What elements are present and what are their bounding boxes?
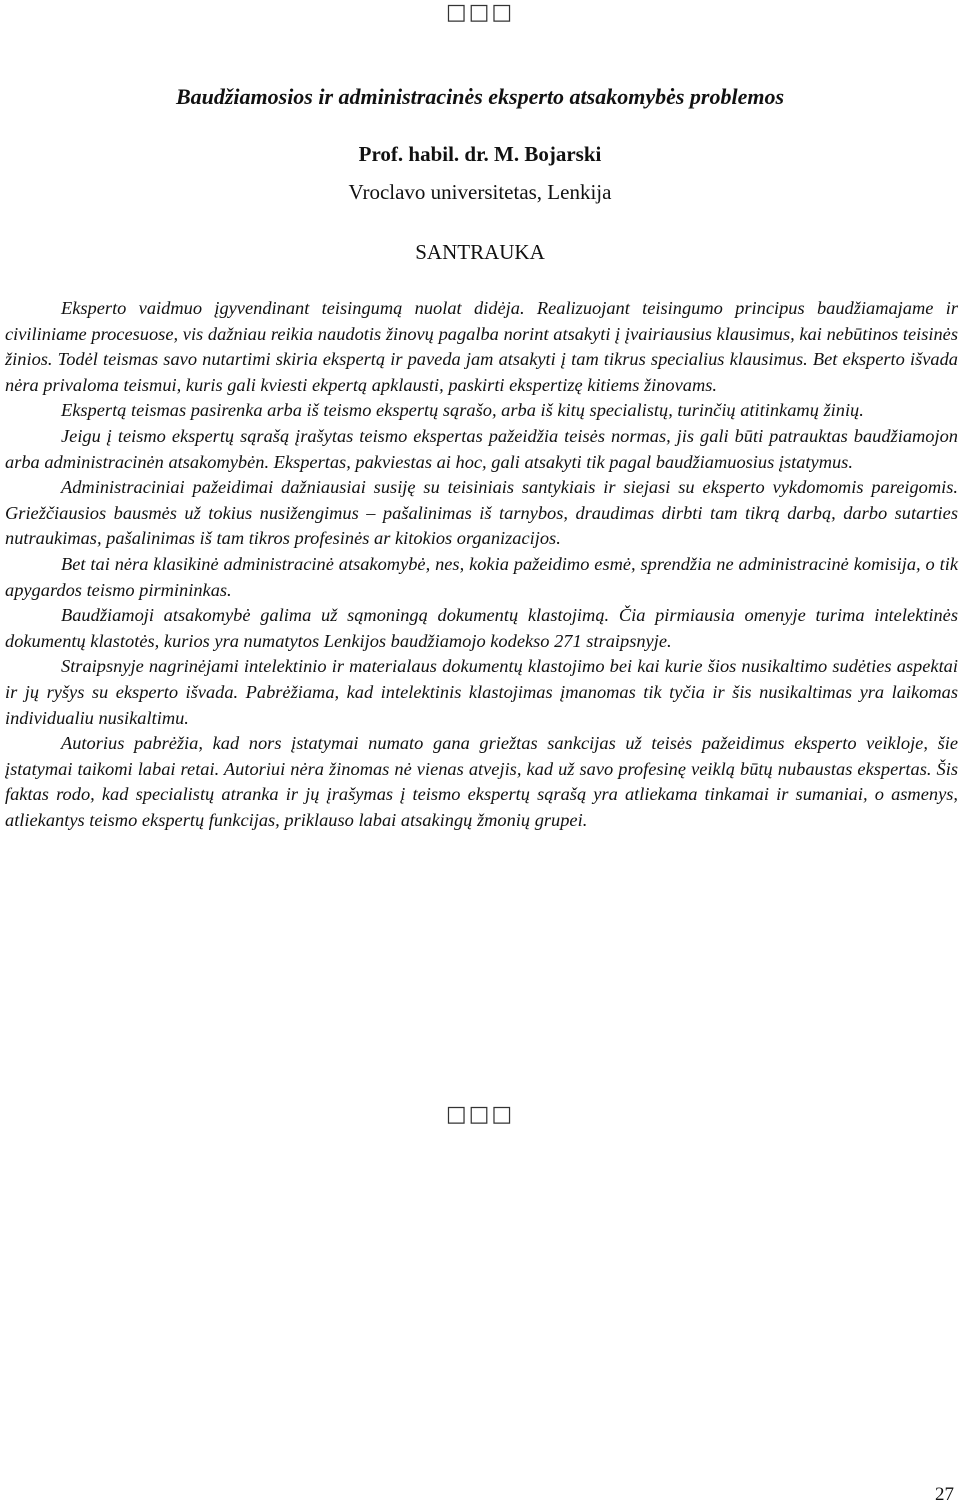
- paragraph: Jeigu į teismo ekspertų sąrašą įrašytas teismo ekspertas pažeidžia teisės normas, jis gali būti patrauktas baudžiamojon arba administracinėn atsakomybėn. Ekspertas, pakviestas ai hoc, gali atsakyti tik pagal baudžiamuosius įstatymus.: [5, 425, 958, 472]
- top-ornament: □□□: [445, 0, 515, 25]
- paragraph: Administraciniai pažeidimai dažniausiai susiję su teisiniais santykiais ir siejasi su eksperto vykdomomis pareigomis. Griežčiausios bausmės už tokius nusižengimus – pašalinimas iš tarnybos, draudimas dirbti tam tikrą darbą, darbo sutarties nutraukimas, pašalinimas iš tam tikros profesinės ar kitokios organizacijos.: [5, 477, 958, 549]
- author-name: Prof. habil. dr. M. Bojarski: [358, 142, 602, 166]
- paragraph: Autorius pabrėžia, kad nors įstatymai numato gana griežtas sankcijas už teisės pažeidimus eksperto veikloje, šie įstatymai taikomi labai retai. Autoriui nėra žinomas nė vienas atvejis, kad už savo profesinę veiklą būtų nubaustas ekspertas. Šis faktas rodo, kad specialistų atranka ir jų įrašymas į teismo ekspertų sąrašą yra atliekama tinkamai ir sumaniai, o asmenys, atliekantys teismo ekspertų funkcijas, priklauso labai atsakingų žmonių grupei.: [5, 733, 958, 830]
- summary-body: [5, 296, 958, 833]
- article-title: Baudžiamosios ir administracinės eksperto atsakomybės problemos: [175, 84, 785, 109]
- paragraph: Straipsnyje nagrinėjami intelektinio ir materialaus dokumentų klastojimo bei kai kurie šios nusikaltimo sudėties aspektai ir jų ryšys su eksperto išvada. Pabrėžiama, kad intelektinis klastojimas įmanomas tik tyčia ir šis nusikaltimas yra laikomas individualiu nusikaltimu.: [5, 656, 958, 728]
- author-affiliation: Vroclavo universitetas, Lenkija: [348, 180, 612, 204]
- bottom-ornament: □□□: [445, 1102, 515, 1127]
- paragraph: Ekspertą teismas pasirenka arba iš teismo ekspertų sąrašo, arba iš kitų specialistų, turinčių atitinkamų žinių.: [61, 400, 864, 421]
- paragraph: Eksperto vaidmuo įgyvendinant teisingumą nuolat didėja. Realizuojant teisingumo principus baudžiamajame ir civiliniame procesuose, vis dažniau reikia naudotis žinovų pagalba norint atsakyti į įvairiausius klausimus, kai nebūtinos teisinės žinios. Todėl teismas savo nutartimi skiria ekspertą ir paveda jam atsakyti į tam tikrus specialius klausimus. Bet eksperto išvada nėra privaloma teismui, kuris gali kviesti ekpertą apklausti, paskirti ekspertizę kitiems žinovams.: [5, 298, 958, 395]
- page-number: 27: [935, 1484, 954, 1505]
- paragraph: Bet tai nėra klasikinė administracinė atsakomybė, nes, kokia pažeidimo esmė, sprendžia ne administracinė komisija, o tik apygardos teismo pirmininkas.: [5, 553, 958, 600]
- summary-heading: SANTRAUKA: [415, 240, 545, 264]
- paragraph: Baudžiamoji atsakomybė galima už sąmoningą dokumentų klastojimą. Čia pirmiausia omenyje turima intelektinės dokumentų klastotės, kurios yra numatytos Lenkijos baudžiamojo kodekso 271 straipsnyje.: [5, 605, 958, 651]
